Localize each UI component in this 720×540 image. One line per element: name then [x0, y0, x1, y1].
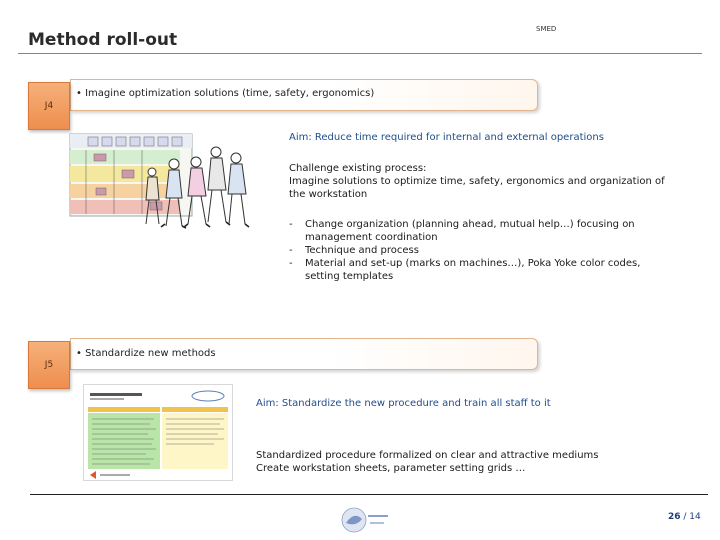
list-item [289, 218, 689, 244]
j4-solution-list [289, 218, 689, 283]
list-dash: - [289, 219, 293, 230]
step-j5-label: • Standardize new methods [76, 348, 216, 359]
step-j5-badge-label: J5 [44, 360, 54, 370]
list-item-line: Material and set-up (marks on machines…), Poka Yoke color codes, [305, 258, 641, 269]
list-item-line: management coordination [305, 232, 438, 243]
list-item-line: Technique and process [305, 245, 419, 256]
page-number [668, 512, 701, 522]
step-j4-label: • Imagine optimization solutions (time, safety, ergonomics) [76, 88, 375, 99]
workstation-sheet-thumbnail [84, 385, 232, 480]
j4-challenge [289, 162, 689, 201]
j5-aim: Aim: Standardize the new procedure and train all staff to it [256, 398, 551, 409]
j4-challenge-line: Imagine solutions to optimize time, safety, ergonomics and organization of [289, 176, 665, 187]
list-item [289, 257, 689, 283]
company-logo [340, 505, 392, 535]
j4-challenge-line: the workstation [289, 189, 368, 200]
team-board-illustration [66, 128, 254, 232]
list-item-line: setting templates [305, 271, 394, 282]
j5-body [256, 449, 676, 475]
j5-body-line: Create workstation sheets, parameter setting grids … [256, 463, 526, 474]
list-item [289, 244, 689, 257]
page-current: 26 [668, 512, 681, 522]
page-total: 14 [689, 512, 701, 522]
page-title: Method roll-out [28, 30, 178, 50]
list-dash: - [289, 258, 293, 269]
list-dash: - [289, 245, 293, 256]
page-separator: / [680, 512, 690, 522]
j5-body-line: Standardized procedure formalized on clear and attractive mediums [256, 450, 599, 461]
footer-divider [30, 494, 708, 495]
step-j4-badge [28, 82, 70, 130]
header-divider [18, 53, 702, 54]
j4-aim: Aim: Reduce time required for internal and external operations [289, 132, 604, 143]
j4-challenge-line: Challenge existing process: [289, 163, 427, 174]
step-j5-badge [28, 341, 70, 389]
list-item-line: Change organization (planning ahead, mutual help…) focusing on [305, 219, 635, 230]
step-j4-badge-label: J4 [44, 101, 54, 111]
section-tag: SMED [536, 25, 557, 33]
